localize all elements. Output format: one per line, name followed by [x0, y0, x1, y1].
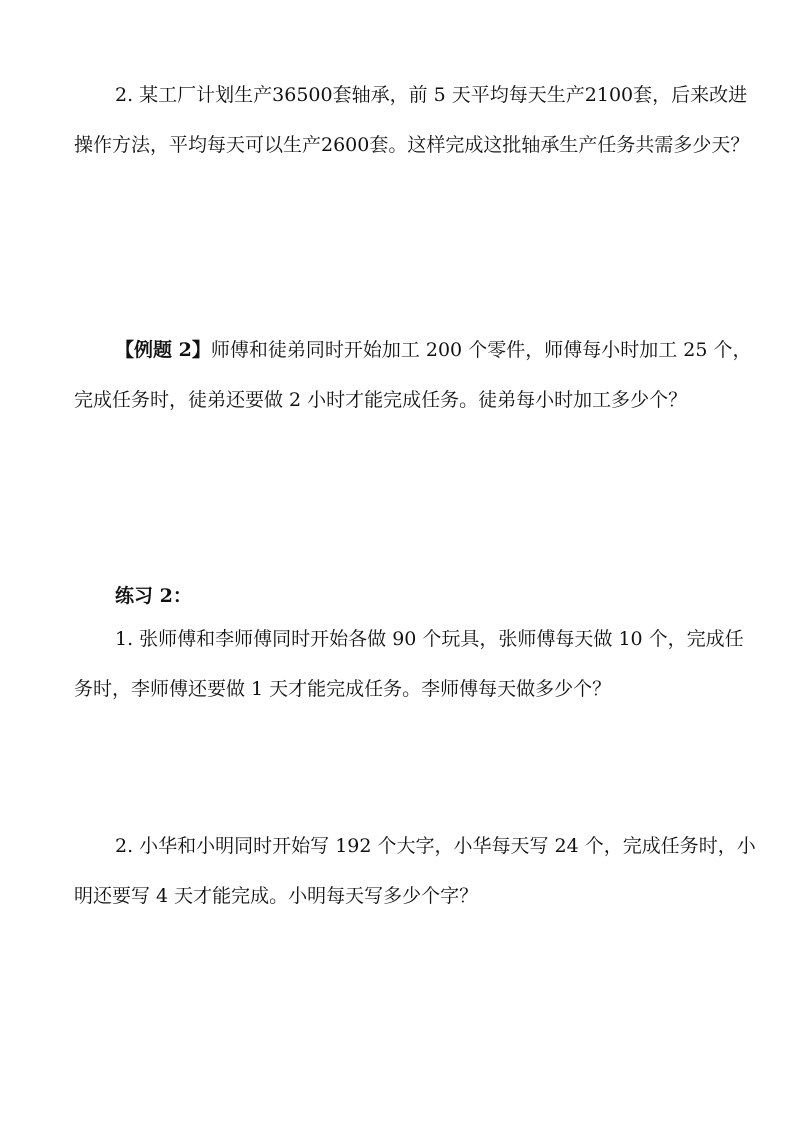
example-2: [74, 325, 752, 425]
practice-2-question-2: [74, 821, 756, 921]
practice-2-q2-line-1: 2. 小华和小明同时开始写 192 个大字，小华每天写 24 个，完成任务时，小: [115, 835, 756, 857]
problem-2-line-2: 操作方法，平均每天可以生产2600套。这样完成这批轴承生产任务共需多少天？: [74, 134, 750, 156]
practice-2-question-1: [74, 614, 744, 714]
problem-2: [74, 70, 750, 170]
practice-2-q2-line-2: 明还要写 4 天才能完成。小明每天写多少个字？: [74, 885, 479, 907]
example-2-line-1-text: 师傅和徒弟同时开始加工 200 个零件，师傅每小时加工 25 个，: [210, 339, 752, 361]
practice-2-heading: 练习 2：: [115, 585, 192, 607]
example-2-tag: 【例题 2】: [115, 339, 211, 361]
problem-2-line-1: 2. 某工厂计划生产36500套轴承，前 5 天平均每天生产2100套，后来改进: [115, 84, 748, 106]
practice-2-q1-line-1: 1. 张师傅和李师傅同时开始各做 90 个玩具，张师傅每天做 10 个，完成任: [115, 628, 744, 650]
practice-2-q1-line-2: 务时，李师傅还要做 1 天才能完成任务。李师傅每天做多少个？: [74, 678, 612, 700]
example-2-line-1: [74, 325, 752, 375]
example-2-line-2: 完成任务时，徒弟还要做 2 小时才能完成任务。徒弟每小时加工多少个？: [74, 389, 688, 411]
